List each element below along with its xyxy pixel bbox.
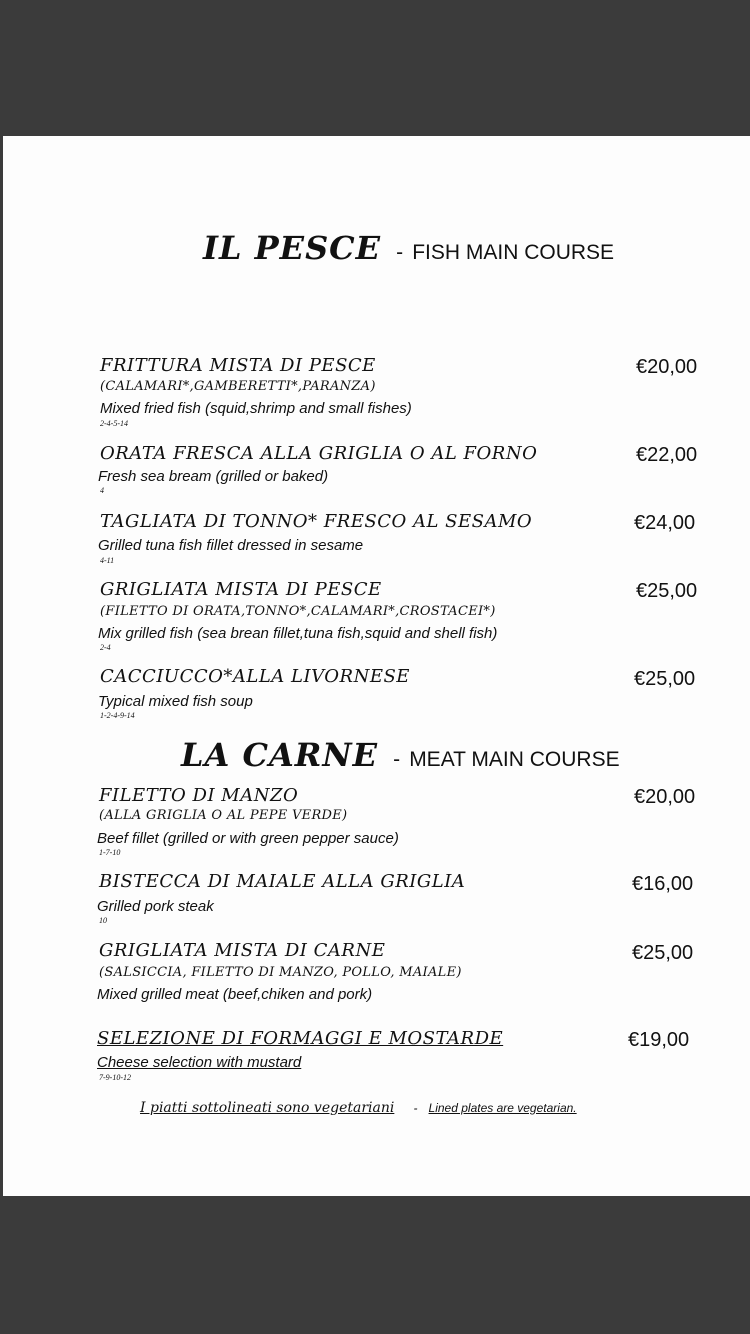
- item-desc: Cheese selection with mustard: [97, 1054, 302, 1071]
- item-allergens: 1-2-4-9-14: [100, 711, 135, 720]
- item-allergens: 2-4-5-14: [100, 419, 128, 428]
- item-price: €24,00: [634, 512, 696, 534]
- item-name: TAGLIATA DI TONNO* FRESCO AL SESAMO: [100, 511, 533, 532]
- item-desc: Mix grilled fish (sea brean fillet,tuna fish,squid and shell fish): [98, 625, 498, 642]
- item-price: €25,00: [636, 580, 698, 602]
- item-name-vegetarian: SELEZIONE DI FORMAGGI E MOSTARDE: [97, 1028, 504, 1049]
- item-price: €22,00: [636, 444, 698, 466]
- vegetarian-note: [140, 1097, 577, 1116]
- section-heading-meat: [181, 736, 620, 774]
- item-name: FILETTO DI MANZO: [99, 785, 299, 806]
- item-desc: Grilled pork steak: [97, 898, 214, 915]
- section-heading-fish: [203, 229, 614, 267]
- item-sub: (SALSICCIA, FILETTO DI MANZO, POLLO, MAIALE): [99, 965, 462, 980]
- item-desc: Mixed fried fish (squid,shrimp and small fishes): [100, 400, 412, 417]
- item-allergens: 1-7-10: [99, 848, 121, 857]
- item-price: €25,00: [632, 942, 694, 964]
- item-name: GRIGLIATA MISTA DI PESCE: [100, 579, 382, 600]
- item-sub: (ALLA GRIGLIA O AL PEPE VERDE): [99, 808, 348, 823]
- item-name: ORATA FRESCA ALLA GRIGLIA O AL FORNO: [100, 443, 538, 464]
- item-desc: Grilled tuna fish fillet dressed in sesame: [98, 537, 364, 554]
- dash: -: [393, 748, 401, 771]
- item-allergens: 2-4: [100, 643, 111, 652]
- item-desc: Mixed grilled meat (beef,chiken and pork): [97, 986, 373, 1003]
- item-desc: Beef fillet (grilled or with green pepper sauce): [97, 830, 399, 847]
- item-price: €16,00: [632, 873, 694, 895]
- dash: -: [396, 241, 404, 264]
- section-title: IL PESCE: [203, 229, 382, 267]
- section-title: LA CARNE: [181, 736, 378, 774]
- item-price: €25,00: [634, 668, 696, 690]
- note-italian: I piatti sottolineati sono vegetariani: [140, 1100, 395, 1116]
- note-english: Lined plates are vegetarian.: [428, 1101, 577, 1115]
- dash: -: [413, 1101, 418, 1115]
- item-price: €20,00: [636, 356, 698, 378]
- menu-page: [3, 136, 750, 1196]
- item-name: BISTECCA DI MAIALE ALLA GRIGLIA: [99, 871, 466, 892]
- item-allergens: 4: [100, 486, 104, 495]
- item-sub: (FILETTO DI ORATA,TONNO*,CALAMARI*,CROSTACEI*): [100, 604, 496, 619]
- item-sub: (CALAMARI*,GAMBERETTI*,PARANZA): [100, 379, 376, 394]
- item-allergens: 10: [99, 916, 107, 925]
- item-name: FRITTURA MISTA DI PESCE: [100, 355, 376, 376]
- item-price: €19,00: [628, 1029, 690, 1051]
- item-name: GRIGLIATA MISTA DI CARNE: [99, 940, 386, 961]
- item-price: €20,00: [634, 786, 696, 808]
- item-allergens: 7-9-10-12: [99, 1073, 131, 1082]
- section-subtitle: FISH MAIN COURSE: [412, 241, 615, 264]
- item-name: CACCIUCCO*ALLA LIVORNESE: [100, 666, 410, 687]
- item-allergens: 4-11: [100, 556, 115, 565]
- section-subtitle: MEAT MAIN COURSE: [409, 748, 620, 771]
- item-desc: Fresh sea bream (grilled or baked): [98, 468, 329, 485]
- item-desc: Typical mixed fish soup: [98, 693, 253, 710]
